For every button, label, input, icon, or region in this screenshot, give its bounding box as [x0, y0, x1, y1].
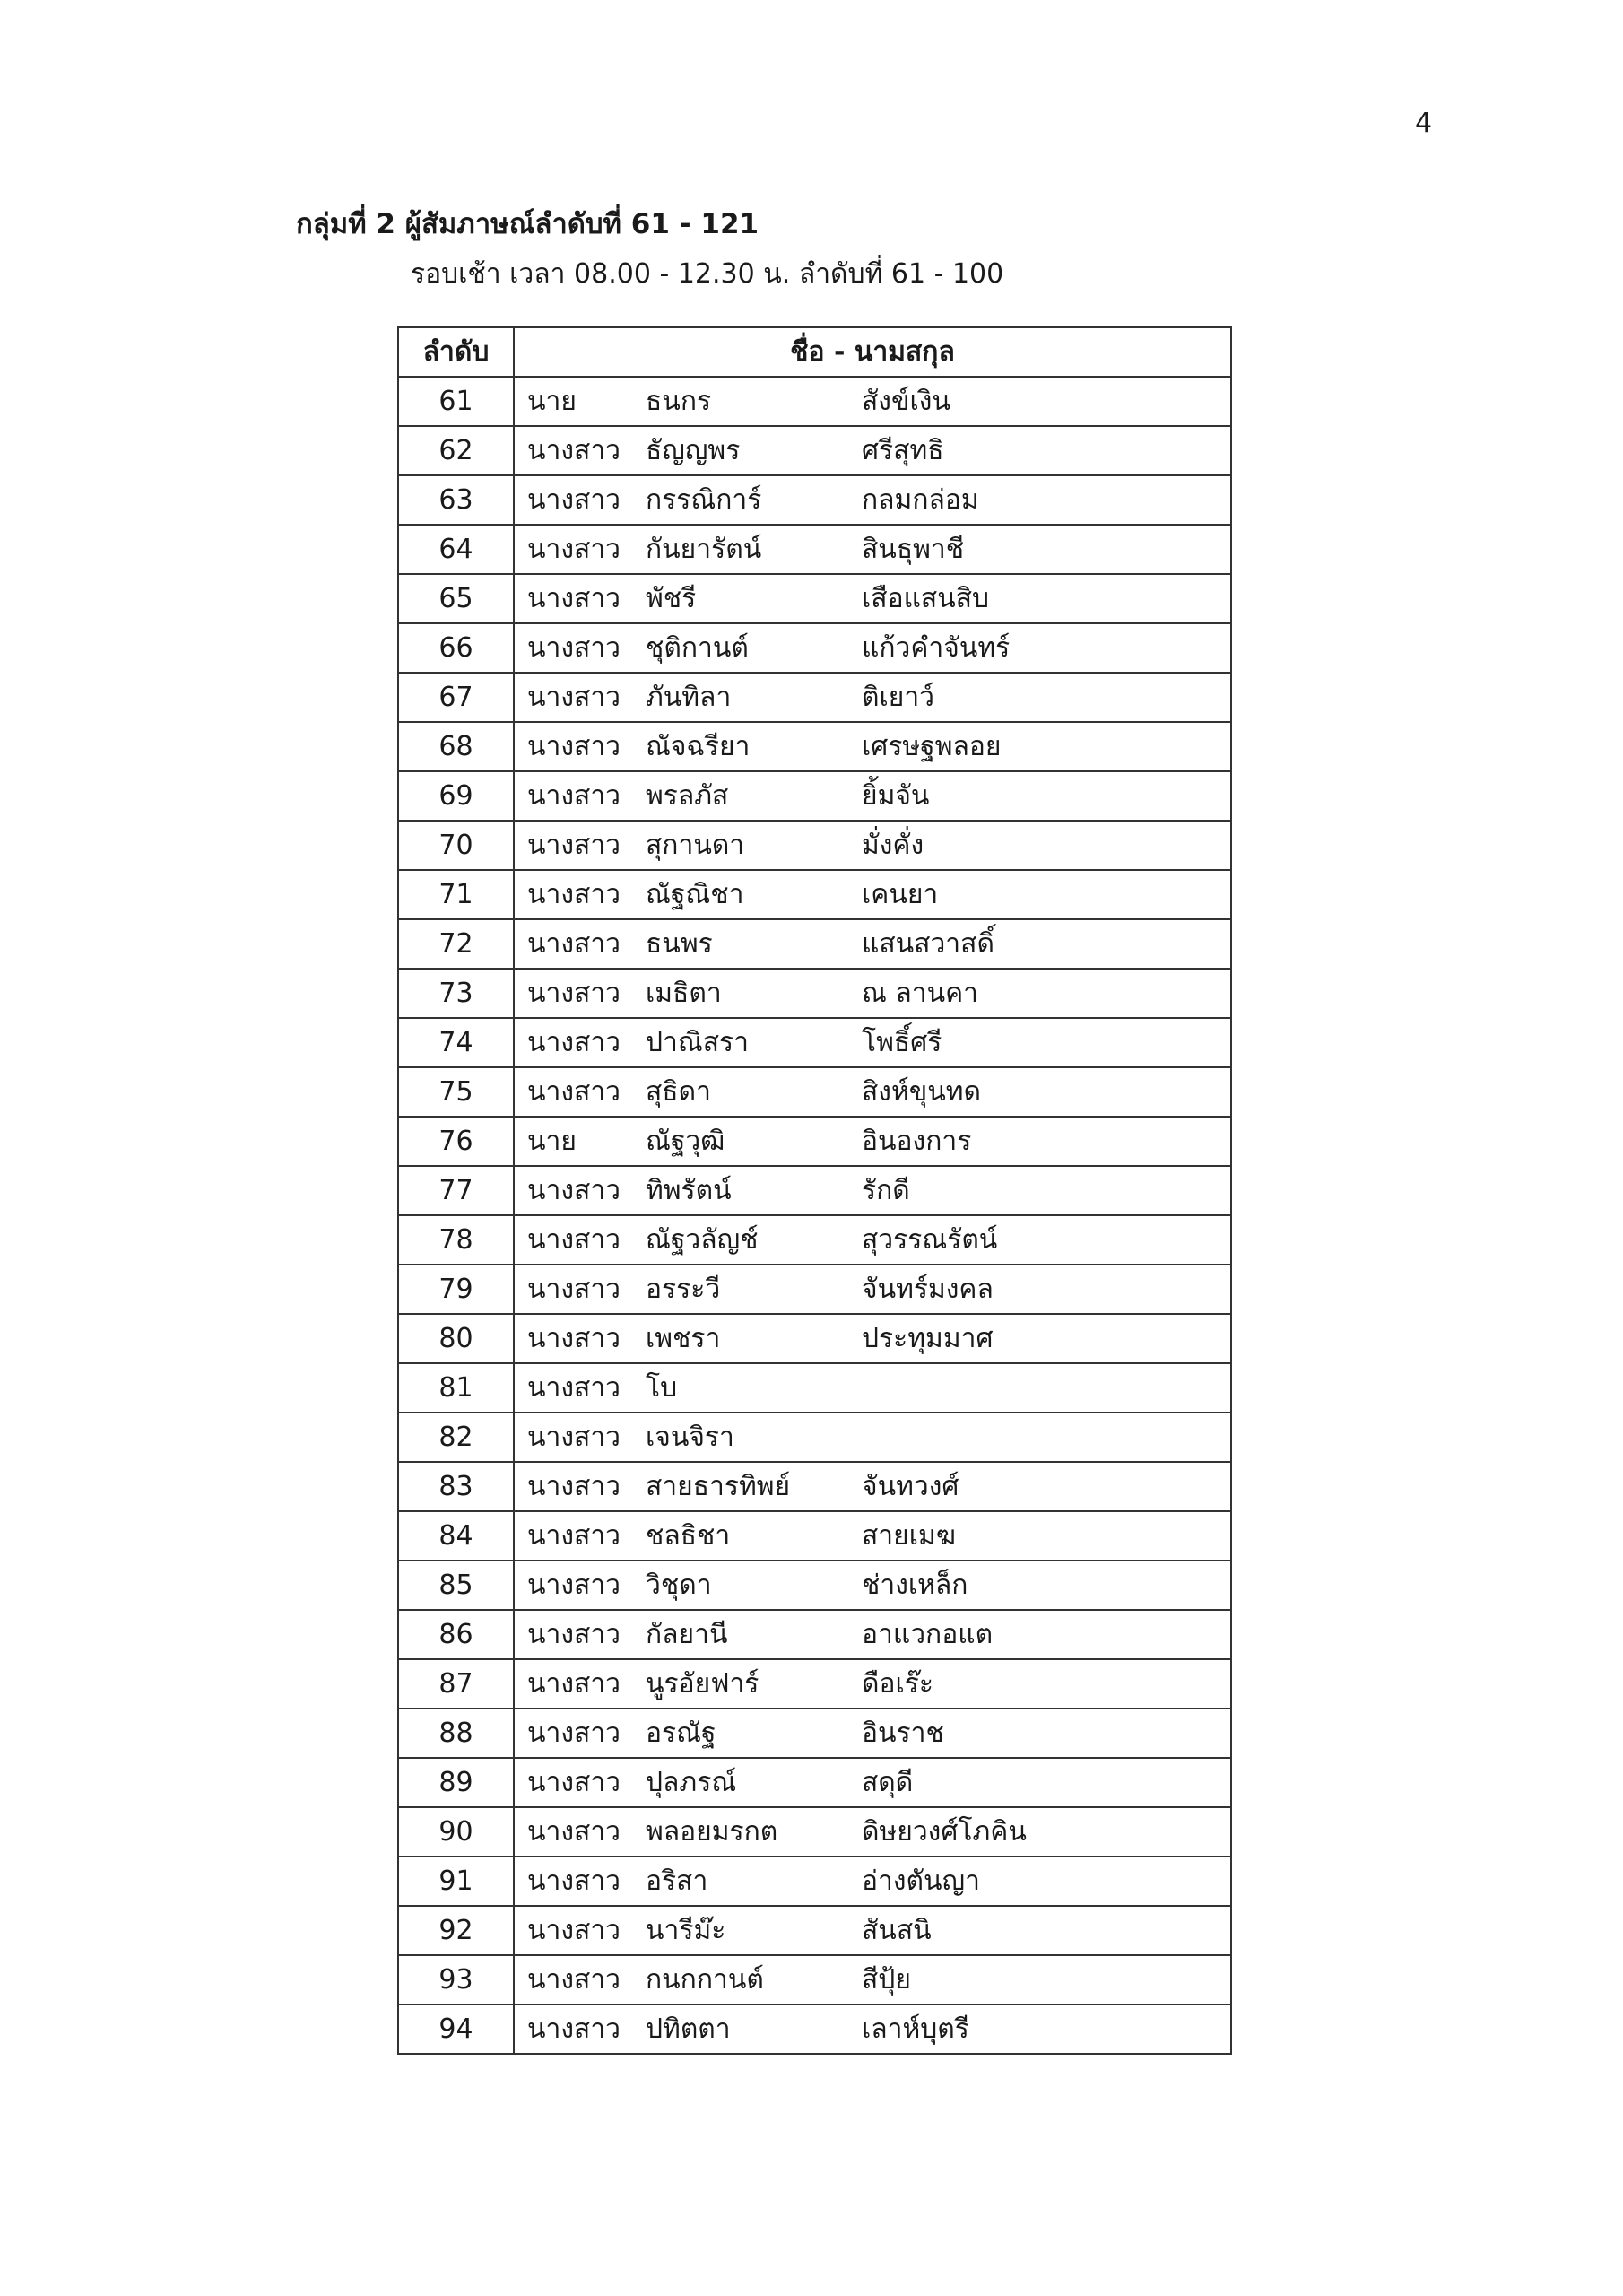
last-name: สันสนิ — [862, 1915, 932, 1946]
row-number: 69 — [398, 771, 514, 821]
first-name: ปาณิสรา — [646, 1027, 749, 1058]
name-title: นางสาว — [527, 1964, 621, 1996]
table-row — [398, 1610, 1231, 1659]
full-name-cell — [514, 1758, 1231, 1807]
name-title: นางสาว — [527, 1619, 621, 1650]
header-name: ชื่อ - นามสกุล — [514, 327, 1231, 377]
first-name: พรลภัส — [646, 780, 729, 812]
name-title: นางสาว — [527, 1323, 621, 1354]
first-name: ณัฐวุฒิ — [646, 1126, 725, 1157]
row-number: 67 — [398, 673, 514, 722]
page-number: 4 — [1415, 108, 1433, 139]
group-heading: กลุ่มที่ 2 ผู้สัมภาษณ์ลำดับที่ 61 - 121 — [296, 208, 759, 240]
table-row — [398, 574, 1231, 623]
table-row — [398, 2005, 1231, 2054]
full-name-cell — [514, 1709, 1231, 1758]
first-name: กรรณิการ์ — [646, 484, 762, 516]
full-name-cell — [514, 969, 1231, 1018]
last-name: ประทุมมาศ — [862, 1323, 994, 1354]
full-name-cell — [514, 1166, 1231, 1215]
first-name: ธนกร — [646, 386, 712, 417]
name-title: นางสาว — [527, 1520, 621, 1552]
last-name: เศรษฐพลอย — [862, 731, 1002, 762]
last-name: ยิ้มจัน — [862, 780, 930, 812]
full-name-cell — [514, 1363, 1231, 1413]
last-name: สิงห์ขุนทด — [862, 1076, 982, 1108]
last-name: กลมกล่อม — [862, 484, 979, 516]
first-name: ณัจฉรียา — [646, 731, 751, 762]
table-row — [398, 1413, 1231, 1462]
name-title: นาย — [527, 386, 577, 417]
last-name: อินองการ — [862, 1126, 972, 1157]
name-title: นางสาว — [527, 484, 621, 516]
last-name: แก้วคำจันทร์ — [862, 632, 1011, 664]
row-number: 61 — [398, 377, 514, 426]
first-name: เพชรา — [646, 1323, 721, 1354]
full-name-cell — [514, 673, 1231, 722]
row-number: 81 — [398, 1363, 514, 1413]
full-name-cell — [514, 1906, 1231, 1955]
last-name: เลาห์บุตรี — [862, 2013, 969, 2045]
name-title: นาย — [527, 1126, 577, 1157]
first-name: กนกกานต์ — [646, 1964, 764, 1996]
name-title: นางสาว — [527, 978, 621, 1009]
last-name: สดุดี — [862, 1767, 914, 1798]
name-title: นางสาว — [527, 1866, 621, 1897]
table-row — [398, 1265, 1231, 1314]
first-name: สายธารทิพย์ — [646, 1471, 791, 1502]
table-body — [398, 377, 1231, 2054]
first-name: ภันทิลา — [646, 682, 732, 713]
full-name-cell — [514, 1413, 1231, 1462]
first-name: อรระวี — [646, 1274, 721, 1305]
row-number: 87 — [398, 1659, 514, 1709]
row-number: 63 — [398, 475, 514, 525]
header-no: ลำดับ — [398, 327, 514, 377]
row-number: 84 — [398, 1511, 514, 1561]
full-name-cell — [514, 722, 1231, 771]
full-name-cell — [514, 1067, 1231, 1117]
name-title: นางสาว — [527, 534, 621, 565]
full-name-cell — [514, 1018, 1231, 1067]
last-name: สีปุ้ย — [862, 1964, 911, 1996]
name-title: นางสาว — [527, 1274, 621, 1305]
name-title: นางสาว — [527, 1816, 621, 1848]
table-row — [398, 1462, 1231, 1511]
row-number: 85 — [398, 1561, 514, 1610]
full-name-cell — [514, 919, 1231, 969]
table-row — [398, 1511, 1231, 1561]
session-line: รอบเช้า เวลา 08.00 - 12.30 น. ลำดับที่ 61 - 100 — [411, 258, 1004, 290]
first-name: สุธิดา — [646, 1076, 711, 1108]
last-name: เสือแสนสิบ — [862, 583, 990, 614]
name-title: นางสาว — [527, 435, 621, 466]
row-number: 89 — [398, 1758, 514, 1807]
table-row — [398, 1955, 1231, 2005]
first-name: ทิพรัตน์ — [646, 1175, 732, 1206]
name-title: นางสาว — [527, 583, 621, 614]
name-title: นางสาว — [527, 780, 621, 812]
full-name-cell — [514, 1857, 1231, 1906]
table-row — [398, 1659, 1231, 1709]
row-number: 76 — [398, 1117, 514, 1166]
last-name: สุวรรณรัตน์ — [862, 1224, 998, 1256]
last-name: รักดี — [862, 1175, 910, 1206]
row-number: 71 — [398, 870, 514, 919]
table-row — [398, 919, 1231, 969]
full-name-cell — [514, 1462, 1231, 1511]
last-name: ดือเร๊ะ — [862, 1668, 933, 1700]
name-title: นางสาว — [527, 731, 621, 762]
row-number: 65 — [398, 574, 514, 623]
full-name-cell — [514, 426, 1231, 475]
last-name: อ่างตันญา — [862, 1866, 980, 1897]
full-name-cell — [514, 1955, 1231, 2005]
full-name-cell — [514, 1511, 1231, 1561]
last-name: ณ ลานคา — [862, 978, 979, 1009]
row-number: 73 — [398, 969, 514, 1018]
table-row — [398, 1807, 1231, 1857]
row-number: 82 — [398, 1413, 514, 1462]
name-title: นางสาว — [527, 1224, 621, 1256]
last-name: แสนสวาสดิ์ — [862, 928, 994, 960]
table-row — [398, 426, 1231, 475]
last-name: โพธิ์ศรี — [862, 1027, 942, 1058]
first-name: อรณัฐ — [646, 1718, 716, 1749]
last-name: เคนยา — [862, 879, 939, 910]
last-name: จันทวงศ์ — [862, 1471, 959, 1502]
name-title: นางสาว — [527, 2013, 621, 2045]
last-name: สายเมฆ — [862, 1520, 957, 1552]
row-number: 72 — [398, 919, 514, 969]
row-number: 91 — [398, 1857, 514, 1906]
first-name: ณัฐวลัญช์ — [646, 1224, 759, 1256]
full-name-cell — [514, 525, 1231, 574]
table-row — [398, 1166, 1231, 1215]
table-row — [398, 623, 1231, 673]
name-title: นางสาว — [527, 632, 621, 664]
table-row — [398, 1363, 1231, 1413]
table-row — [398, 1561, 1231, 1610]
row-number: 64 — [398, 525, 514, 574]
table-row — [398, 1314, 1231, 1363]
full-name-cell — [514, 475, 1231, 525]
first-name: ชุติกานต์ — [646, 632, 749, 664]
first-name: อริสา — [646, 1866, 708, 1897]
full-name-cell — [514, 1117, 1231, 1166]
table-row — [398, 1067, 1231, 1117]
table-row — [398, 475, 1231, 525]
first-name: พัชรี — [646, 583, 697, 614]
first-name: ณัฐณิชา — [646, 879, 744, 910]
last-name: มั่งคั่ง — [862, 830, 924, 861]
first-name: วิชุดา — [646, 1570, 712, 1601]
table-row — [398, 771, 1231, 821]
table-row — [398, 1857, 1231, 1906]
table-row — [398, 525, 1231, 574]
table-row — [398, 1906, 1231, 1955]
name-title: นางสาว — [527, 1372, 621, 1404]
table-row — [398, 969, 1231, 1018]
name-title: นางสาว — [527, 1027, 621, 1058]
full-name-cell — [514, 1314, 1231, 1363]
last-name: อาแวกอแต — [862, 1619, 994, 1650]
table-row — [398, 1215, 1231, 1265]
full-name-cell — [514, 870, 1231, 919]
row-number: 90 — [398, 1807, 514, 1857]
first-name: กันยารัตน์ — [646, 534, 762, 565]
last-name: สังข์เงิน — [862, 386, 950, 417]
table-row — [398, 722, 1231, 771]
full-name-cell — [514, 771, 1231, 821]
table-row — [398, 1018, 1231, 1067]
first-name: ธนพร — [646, 928, 713, 960]
full-name-cell — [514, 2005, 1231, 2054]
first-name: กัลยานี — [646, 1619, 728, 1650]
table-row — [398, 673, 1231, 722]
roster-table — [397, 326, 1232, 2055]
full-name-cell — [514, 1215, 1231, 1265]
last-name: จันทร์มงคล — [862, 1274, 994, 1305]
table-row — [398, 870, 1231, 919]
row-number: 66 — [398, 623, 514, 673]
row-number: 75 — [398, 1067, 514, 1117]
name-title: นางสาว — [527, 928, 621, 960]
first-name: โบ — [646, 1372, 678, 1404]
first-name: นารีม๊ะ — [646, 1915, 726, 1946]
name-title: นางสาว — [527, 1471, 621, 1502]
name-title: นางสาว — [527, 1422, 621, 1453]
full-name-cell — [514, 1807, 1231, 1857]
table-row — [398, 1709, 1231, 1758]
row-number: 77 — [398, 1166, 514, 1215]
name-title: นางสาว — [527, 1175, 621, 1206]
name-title: นางสาว — [527, 879, 621, 910]
last-name: สินธุพาชี — [862, 534, 965, 565]
full-name-cell — [514, 821, 1231, 870]
last-name: ช่างเหล็ก — [862, 1570, 968, 1601]
row-number: 78 — [398, 1215, 514, 1265]
first-name: ปุลภรณ์ — [646, 1767, 737, 1798]
first-name: ชลธิชา — [646, 1520, 731, 1552]
name-title: นางสาว — [527, 1767, 621, 1798]
table-row — [398, 1117, 1231, 1166]
full-name-cell — [514, 1610, 1231, 1659]
last-name: ติเยาว์ — [862, 682, 935, 713]
name-title: นางสาว — [527, 1718, 621, 1749]
name-title: นางสาว — [527, 1570, 621, 1601]
full-name-cell — [514, 623, 1231, 673]
row-number: 83 — [398, 1462, 514, 1511]
row-number: 68 — [398, 722, 514, 771]
row-number: 80 — [398, 1314, 514, 1363]
row-number: 88 — [398, 1709, 514, 1758]
row-number: 93 — [398, 1955, 514, 2005]
row-number: 79 — [398, 1265, 514, 1314]
table-row — [398, 377, 1231, 426]
first-name: เมธิตา — [646, 978, 722, 1009]
row-number: 92 — [398, 1906, 514, 1955]
name-title: นางสาว — [527, 1076, 621, 1108]
name-title: นางสาว — [527, 682, 621, 713]
first-name: ธัญญพร — [646, 435, 741, 466]
last-name: ศรีสุทธิ — [862, 435, 944, 466]
name-title: นางสาว — [527, 1668, 621, 1700]
table-row — [398, 821, 1231, 870]
full-name-cell — [514, 377, 1231, 426]
row-number: 94 — [398, 2005, 514, 2054]
table-header-row — [398, 327, 1231, 377]
last-name: อินราช — [862, 1718, 944, 1749]
last-name: ดิษยวงศ์โภคิน — [862, 1816, 1027, 1848]
table-row — [398, 1758, 1231, 1807]
full-name-cell — [514, 1265, 1231, 1314]
name-title: นางสาว — [527, 830, 621, 861]
row-number: 74 — [398, 1018, 514, 1067]
full-name-cell — [514, 1659, 1231, 1709]
first-name: ปทิตตา — [646, 2013, 731, 2045]
full-name-cell — [514, 1561, 1231, 1610]
row-number: 70 — [398, 821, 514, 870]
first-name: นูรอัยฟาร์ — [646, 1668, 759, 1700]
first-name: พลอยมรกต — [646, 1816, 778, 1848]
first-name: สุกานดา — [646, 830, 745, 861]
name-title: นางสาว — [527, 1915, 621, 1946]
first-name: เจนจิรา — [646, 1422, 734, 1453]
row-number: 86 — [398, 1610, 514, 1659]
full-name-cell — [514, 574, 1231, 623]
row-number: 62 — [398, 426, 514, 475]
